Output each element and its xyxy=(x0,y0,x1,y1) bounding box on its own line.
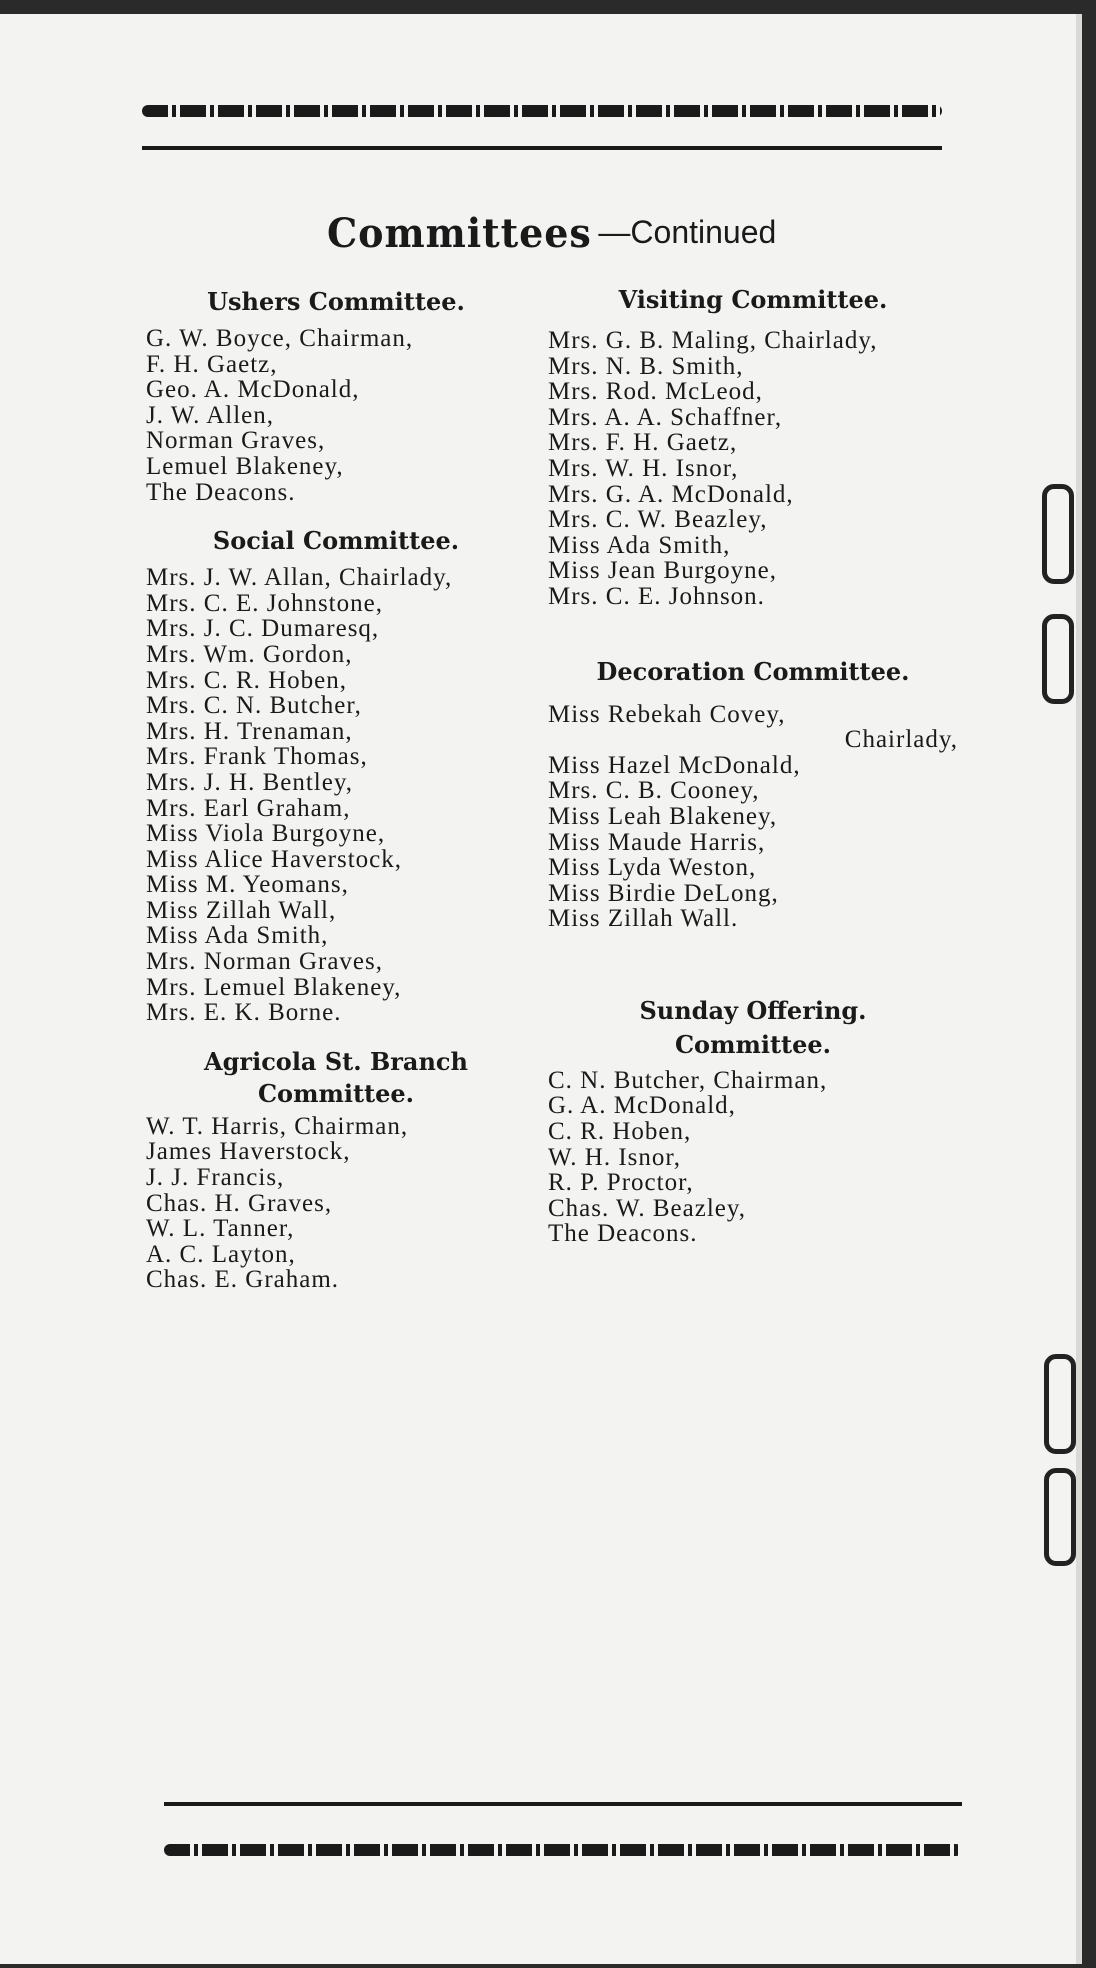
member-line: Chas. E. Graham. xyxy=(146,1266,340,1294)
member-line: Miss Zillah Wall, xyxy=(146,896,337,924)
section-heading: Ushers Committee. xyxy=(207,287,465,316)
member-line: F. H. Gaetz, xyxy=(146,350,278,378)
section-heading: Decoration Committee. xyxy=(596,656,910,686)
member-line: Mrs. G. B. Maling, Chairlady, xyxy=(548,327,878,354)
member-line: Mrs. Wm. Gordon, xyxy=(146,640,353,668)
right-column xyxy=(548,284,958,1267)
ushers-committee xyxy=(146,286,526,505)
sunday-offering-committee xyxy=(548,994,958,1247)
title-continued: —Continued xyxy=(598,214,777,250)
member-line: Mrs. C. E. Johnstone, xyxy=(146,589,383,617)
member-line: Miss M. Yeomans, xyxy=(146,871,349,899)
member-line: Miss Rebekah Covey, xyxy=(548,700,786,728)
member-line: Mrs. F. H. Gaetz, xyxy=(548,429,738,457)
member-line: Mrs. A. A. Schaffner, xyxy=(548,403,783,431)
page xyxy=(0,14,1082,1964)
member-line: Miss Leah Blakeney, xyxy=(548,802,778,830)
section-heading: Social Committee. xyxy=(212,526,460,556)
section-heading: Visiting Committee. xyxy=(618,285,888,314)
binder-ring-icon xyxy=(1042,484,1074,584)
member-line: Mrs. C. W. Beazley, xyxy=(548,506,768,534)
member-line: Mrs. C. E. Johnson. xyxy=(548,582,765,610)
member-line: W. H. Isnor, xyxy=(548,1143,681,1171)
member-line: Mrs. C. R. Hoben, xyxy=(146,666,348,694)
member-line: Miss Lyda Weston, xyxy=(548,854,757,882)
member-line: Miss Hazel McDonald, xyxy=(548,751,801,779)
member-line: Mrs. C. B. Cooney, xyxy=(548,777,760,805)
top-rule-line xyxy=(142,146,942,150)
member-line: Mrs. G. A. McDonald, xyxy=(548,480,794,508)
member-line: Mrs. J. W. Allan, Chairlady, xyxy=(146,564,453,592)
member-line: Mrs. Earl Graham, xyxy=(146,794,351,822)
member-line: Mrs. H. Trenaman, xyxy=(146,717,353,745)
member-line: Mrs. J. H. Bentley, xyxy=(146,768,353,796)
section-heading xyxy=(146,1046,526,1110)
member-line: Mrs. Frank Thomas, xyxy=(146,743,368,771)
member-line: Mrs. E. K. Borne. xyxy=(146,999,342,1027)
member-line: W. L. Tanner, xyxy=(146,1215,295,1243)
member-line: Miss Alice Haverstock, xyxy=(146,845,402,873)
member-line: Chas. W. Beazley, xyxy=(548,1194,746,1222)
agricola-branch-committee xyxy=(146,1046,526,1293)
member-line: J. J. Francis, xyxy=(146,1164,285,1192)
heading-line: Sunday Offering. xyxy=(639,995,867,1025)
binder-ring-icon xyxy=(1044,1468,1076,1566)
member-line: G. W. Boyce, Chairman, xyxy=(146,325,414,352)
member-line: Mrs. Lemuel Blakeney, xyxy=(146,973,402,1001)
bottom-rule-line xyxy=(164,1802,962,1806)
binder-ring-icon xyxy=(1042,614,1074,704)
member-line: Chas. H. Graves, xyxy=(146,1189,333,1217)
member-line: Geo. A. McDonald, xyxy=(146,376,360,404)
member-line: Chairlady, xyxy=(844,726,958,754)
social-committee xyxy=(146,525,526,1026)
bottom-ornament-rule xyxy=(164,1844,962,1856)
member-line: Mrs. N. B. Smith, xyxy=(548,352,744,380)
member-line: Mrs. J. C. Dumaresq, xyxy=(146,615,380,643)
title-blackletter: Committees xyxy=(326,210,592,257)
member-line: Lemuel Blakeney, xyxy=(146,452,344,480)
member-line: W. T. Harris, Chairman, xyxy=(146,1112,409,1140)
visiting-committee xyxy=(548,284,958,610)
heading-line: Committee. xyxy=(674,1029,832,1059)
member-line: C. R. Hoben, xyxy=(548,1118,692,1146)
top-ornament-rule xyxy=(142,105,942,117)
member-line: Miss Viola Burgoyne, xyxy=(146,820,386,848)
member-line: Mrs. W. H. Isnor, xyxy=(548,454,739,482)
member-line: Miss Maude Harris, xyxy=(548,828,766,856)
member-line: The Deacons. xyxy=(548,1220,698,1248)
member-line: J. W. Allen, xyxy=(146,401,274,429)
member-line: Mrs. Norman Graves, xyxy=(146,948,384,976)
heading-line: Committee. xyxy=(257,1078,415,1108)
member-line: Norman Graves, xyxy=(146,427,326,455)
member-line: R. P. Proctor, xyxy=(548,1169,694,1197)
heading-line: Agricola St. Branch xyxy=(204,1046,468,1076)
binder-ring-icon xyxy=(1044,1354,1076,1454)
member-line: C. N. Butcher, Chairman, xyxy=(548,1066,828,1094)
page-title xyxy=(0,210,1096,257)
member-line: James Haverstock, xyxy=(146,1138,351,1166)
member-line: G. A. McDonald, xyxy=(548,1092,736,1120)
left-column xyxy=(146,286,526,1313)
member-line: The Deacons. xyxy=(146,478,296,506)
member-line: Miss Ada Smith, xyxy=(548,531,731,559)
section-heading xyxy=(548,994,958,1062)
member-line: Mrs. C. N. Butcher, xyxy=(146,692,362,720)
member-line: A. C. Layton, xyxy=(146,1240,296,1268)
member-line: Miss Birdie DeLong, xyxy=(548,879,779,907)
member-line: Miss Jean Burgoyne, xyxy=(548,557,777,585)
member-line: Miss Zillah Wall. xyxy=(548,905,739,933)
member-line: Mrs. Rod. McLeod, xyxy=(548,378,763,406)
decoration-committee xyxy=(548,656,958,932)
member-line: Miss Ada Smith, xyxy=(146,922,329,950)
